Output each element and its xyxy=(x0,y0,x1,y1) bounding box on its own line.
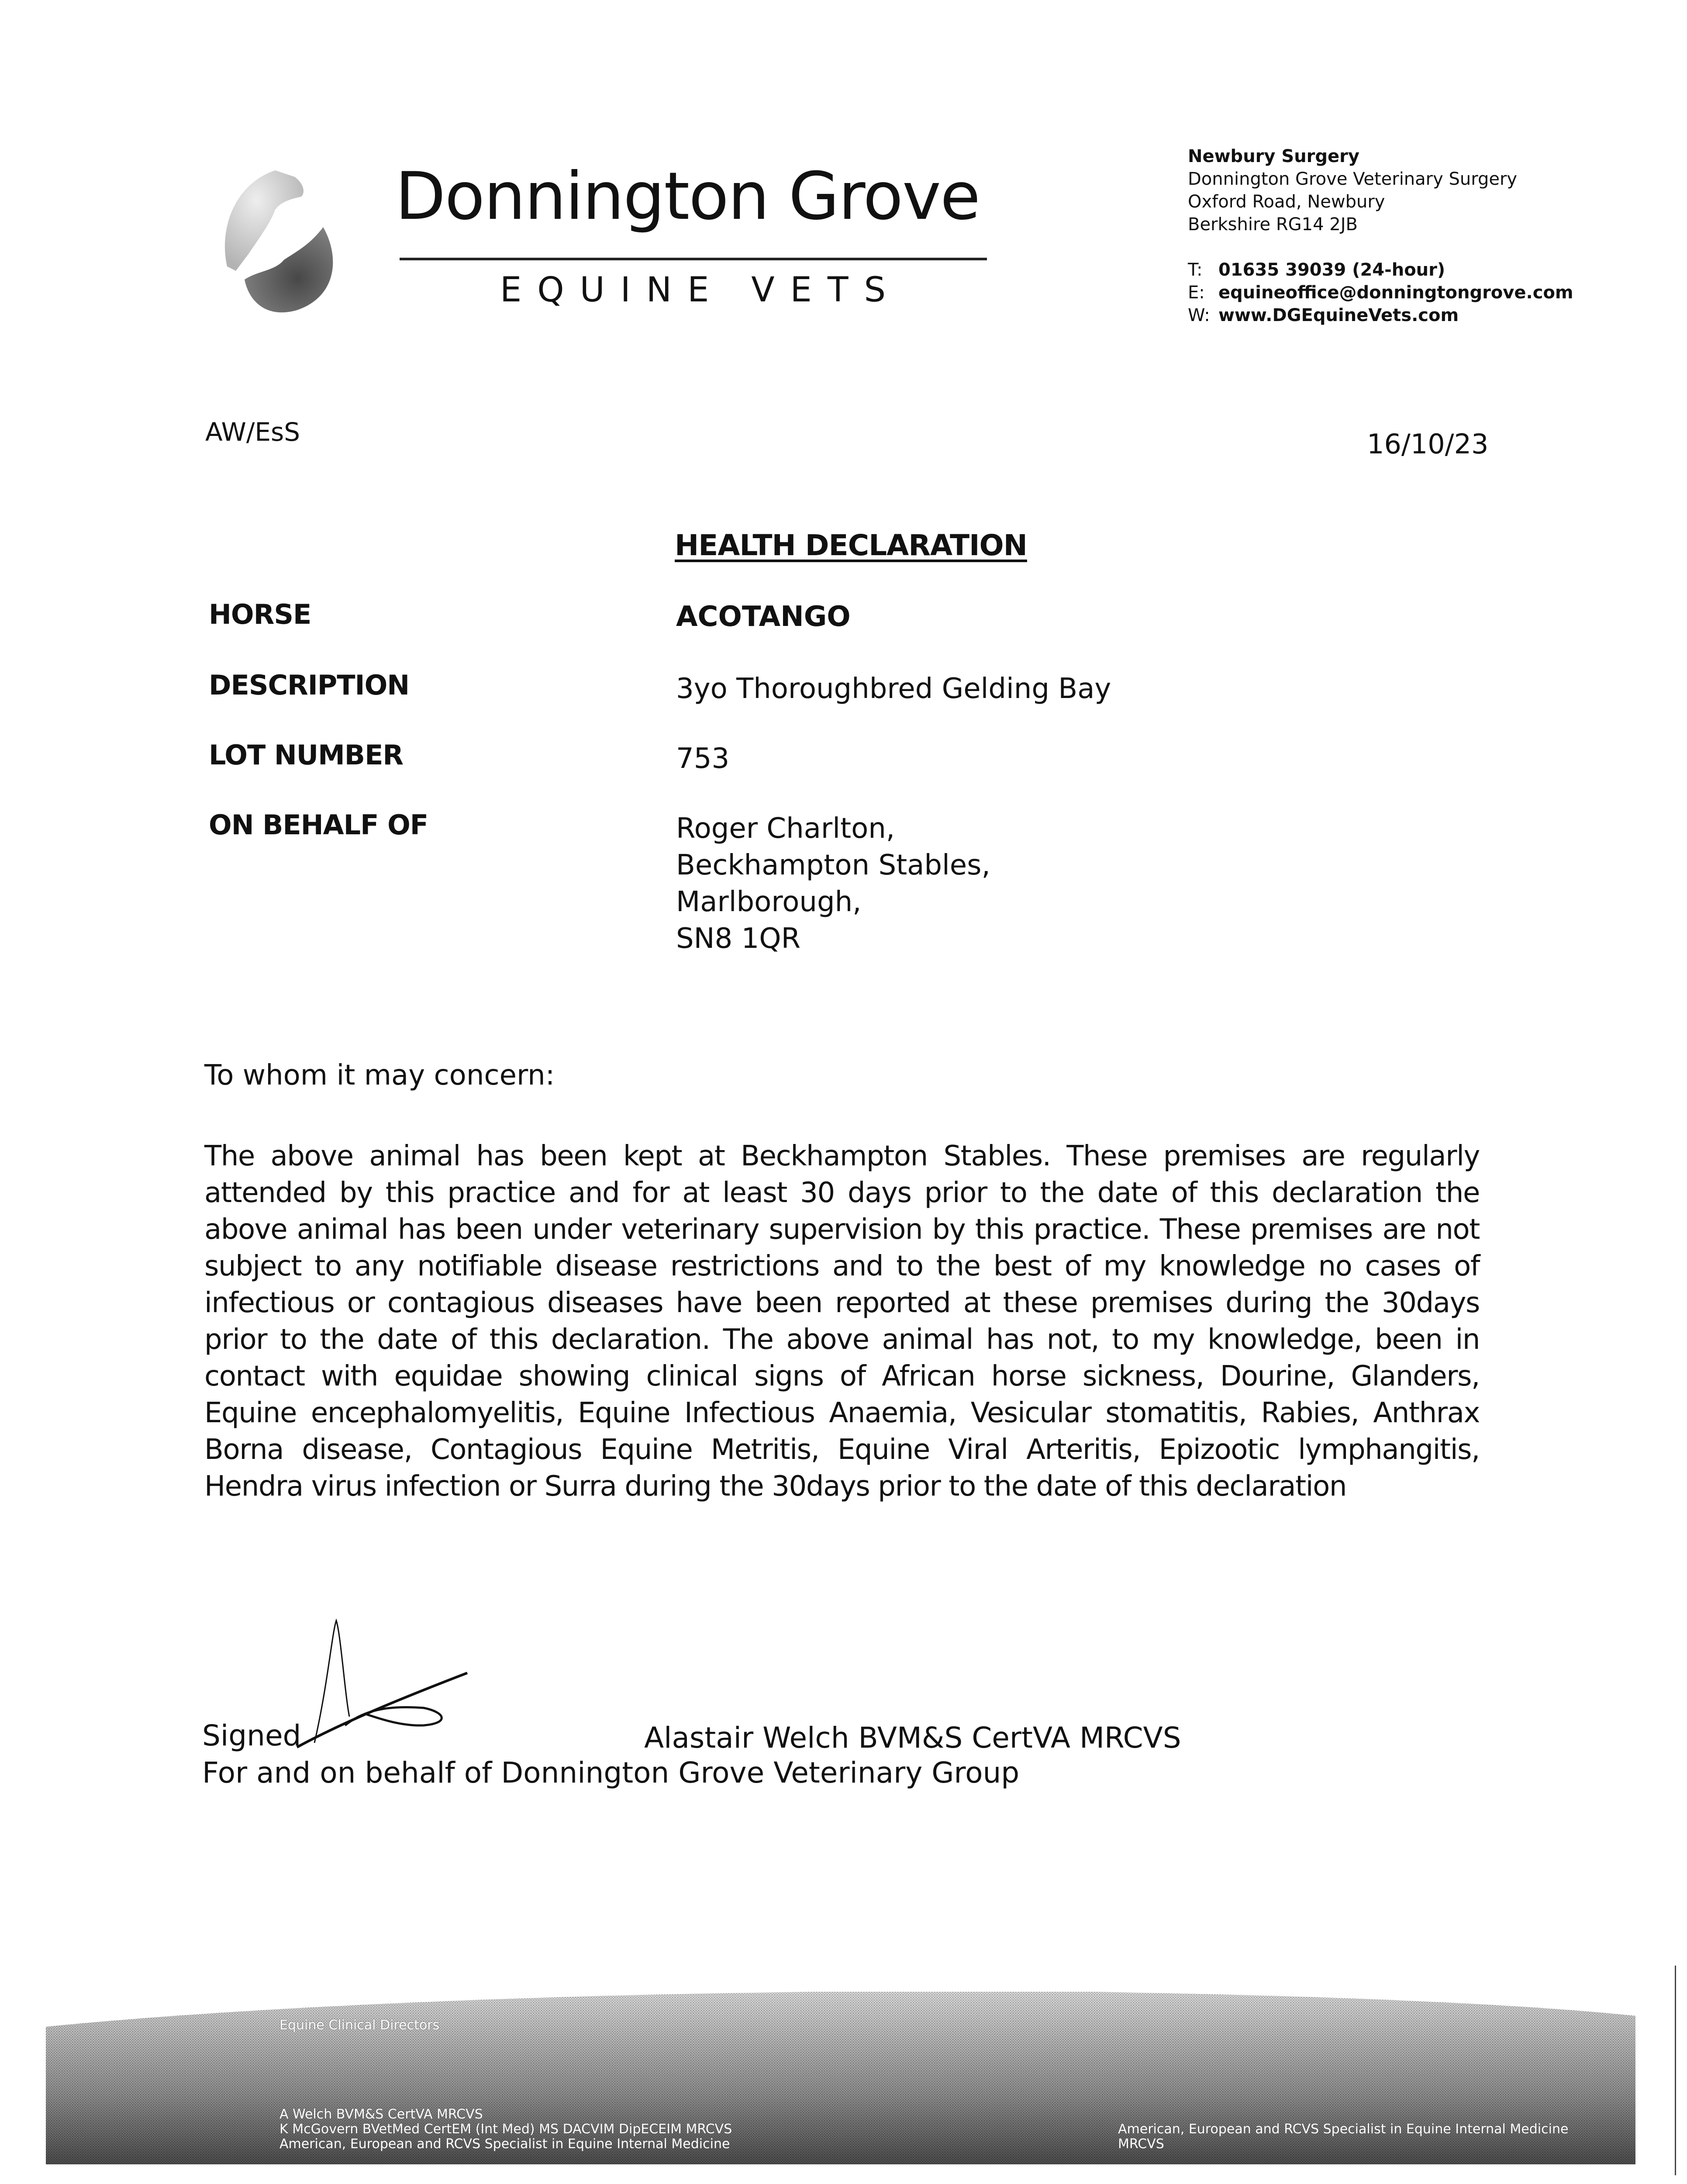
handwritten-signature-icon xyxy=(279,1607,629,1752)
field-value-horse: ACOTANGO xyxy=(676,601,851,633)
footer-line xyxy=(1118,2077,1568,2092)
salutation: To whom it may concern: xyxy=(204,1059,555,1092)
footer-line xyxy=(279,2077,732,2092)
surgery-name: Newbury Surgery xyxy=(1188,146,1359,166)
footer-line xyxy=(1118,2018,1568,2033)
web-label: W: xyxy=(1188,305,1210,325)
phone-label: T: xyxy=(1188,260,1203,280)
address-line: Roger Charlton, xyxy=(676,812,895,845)
field-value-description: 3yo Thoroughbred Gelding Bay xyxy=(676,673,1111,705)
logo xyxy=(210,157,384,323)
address-line: Marlborough, xyxy=(676,886,862,918)
email-link[interactable]: equineoffice@donningtongrove.com xyxy=(1218,283,1573,303)
signed-label: Signed xyxy=(202,1719,301,1752)
footer-line xyxy=(1118,2033,1568,2048)
signatory-organisation: For and on behalf of Donnington Grove Veterinary Group xyxy=(202,1756,1020,1790)
footer-line: Equine Clinical Directors xyxy=(279,2018,440,2033)
reference-code: AW/EsS xyxy=(205,417,300,447)
horse-globe-logo-icon xyxy=(210,157,384,323)
footer-line xyxy=(279,2063,732,2077)
address-line: Beckhampton Stables, xyxy=(676,849,990,881)
email-row xyxy=(1188,281,1573,304)
footer-directors-right xyxy=(1118,2018,1568,2152)
footer-line xyxy=(279,2033,732,2048)
signatory-name: Alastair Welch BVM&S CertVA MRCVS xyxy=(644,1721,1181,1755)
address-line: SN8 1QR xyxy=(676,923,801,955)
address-line: Berkshire RG14 2JB xyxy=(1188,214,1358,235)
footer-line: A Welch BVM&S CertVA MRCVS xyxy=(279,2107,483,2122)
field-label-on-behalf-of: ON BEHALF OF xyxy=(209,809,428,841)
scan-edge-line xyxy=(1675,1966,1676,2175)
footer-line xyxy=(279,2048,732,2063)
contact-block xyxy=(1188,145,1573,327)
footer-line: American, European and RCVS Specialist in Equine Internal Medicine xyxy=(1118,2122,1569,2137)
footer-line xyxy=(1118,2063,1568,2077)
footer-line xyxy=(1118,2107,1568,2122)
brand-subtitle: EQUINE VETS xyxy=(500,270,901,310)
field-label-lot-number: LOT NUMBER xyxy=(209,739,404,771)
field-value-lot-number: 753 xyxy=(676,743,730,775)
footer-line: K McGovern BVetMed CertEM (Int Med) MS DACVIM DipECEIM MRCVS xyxy=(279,2122,732,2137)
footer-directors-left xyxy=(279,2018,732,2152)
brand-divider xyxy=(400,258,987,260)
field-value-on-behalf-of xyxy=(676,810,990,957)
footer-line xyxy=(1118,2092,1568,2107)
letter-date: 16/10/23 xyxy=(1367,428,1489,460)
footer-line: MRCVS xyxy=(1118,2136,1164,2152)
footer-line xyxy=(1118,2048,1568,2063)
address-line: Donnington Grove Veterinary Surgery xyxy=(1188,169,1518,189)
signature xyxy=(279,1607,629,1752)
field-label-description: DESCRIPTION xyxy=(209,669,410,701)
address-line: Oxford Road, Newbury xyxy=(1188,192,1385,212)
field-label-horse: HORSE xyxy=(209,598,311,630)
email-label: E: xyxy=(1188,283,1205,303)
footer-line: American, European and RCVS Specialist in Equine Internal Medicine xyxy=(279,2136,730,2152)
phone-row xyxy=(1188,259,1573,281)
brand-name: Donnington Grove xyxy=(395,159,980,235)
footer-line xyxy=(279,2092,732,2107)
document-title: HEALTH DECLARATION xyxy=(675,529,1027,562)
website-link[interactable]: www.DGEquineVets.com xyxy=(1218,305,1459,325)
phone-number: 01635 39039 (24-hour) xyxy=(1218,260,1446,280)
declaration-body: The above animal has been kept at Beckhampton Stables. These premises are regularly attended by this practice and for at least 30 days prior to the date of this declaration the above animal has been under veterinary supervision by this practice. These premises are not subject to any notifiable disease restrictions and to the best of my knowledge no cases of infectious or contagious diseases have been reported at these premises during the 30days prior to the date of this declaration. The above animal has not, to my knowledge, been in contact with equidae showing clinical signs of African horse sickness, Dourine, Glanders, Equine encephalomyelitis, Equine Infectious Anaemia, Vesicular stomatitis, Rabies, Anthrax Borna disease, Contagious Equine Metritis, Equine Viral Arteritis, Epizootic lymphangitis, Hendra virus infection or Surra during the 30days prior to the date of this declaration xyxy=(204,1140,1480,1503)
web-row xyxy=(1188,304,1573,327)
